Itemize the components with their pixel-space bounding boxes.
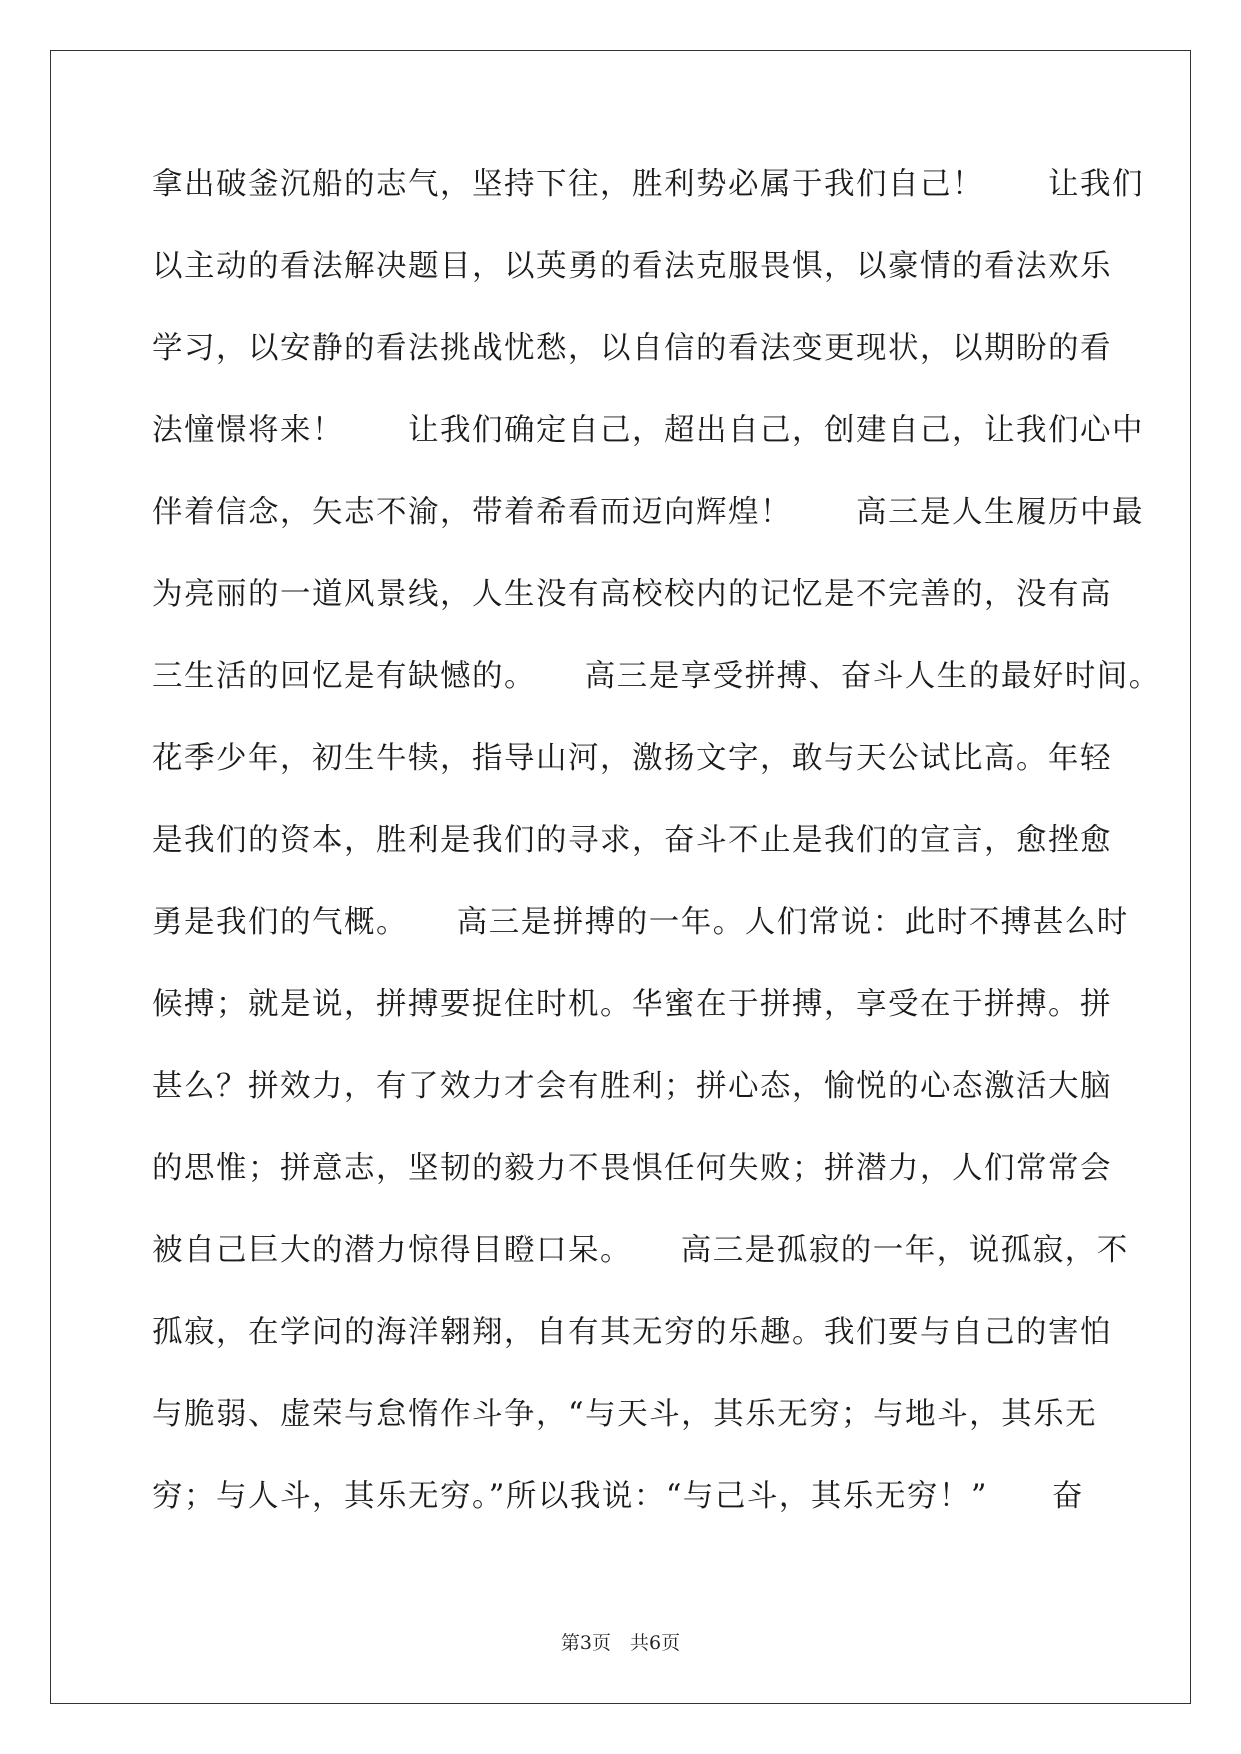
text-line: 以主动的看法解决题目，以英勇的看法克服畏惧，以豪情的看法欢乐	[152, 249, 1112, 284]
text-line: 花季少年，初生牛犊，指导山河，激扬文字，敢与天公试比高。年轻	[152, 741, 1112, 776]
page-number-footer: 第3页 共6页	[560, 1632, 681, 1654]
text-line: 与脆弱、虚荣与怠惰作斗争，“与天斗，其乐无穷；与地斗，其乐无	[152, 1397, 1098, 1432]
text-line: 法憧憬将来！ 让我们确定自己，超出自己，创建自己，让我们心中	[152, 413, 1144, 448]
text-line: 穷；与人斗，其乐无穷。”所以我说：“与己斗，其乐无穷！” 奋	[152, 1479, 1085, 1514]
body-text	[152, 160, 1161, 1554]
text-line: 甚么？拼效力，有了效力才会有胜利；拼心态，愉悦的心态激活大脑	[152, 1069, 1112, 1104]
text-line: 拿出破釜沉船的志气，坚持下往，胜利势必属于我们自己！ 让我们	[152, 167, 1144, 202]
text-line: 被自己巨大的潜力惊得目瞪口呆。 高三是孤寂的一年，说孤寂，不	[152, 1233, 1129, 1268]
text-line: 学习，以安静的看法挑战忧愁，以自信的看法变更现状，以期盼的看	[152, 331, 1112, 366]
text-line: 三生活的回忆是有缺憾的。 高三是享受拼搏、奋斗人生的最好时间。	[152, 659, 1161, 694]
text-line: 伴着信念，矢志不渝，带着希看而迈向辉煌！ 高三是人生履历中最	[152, 495, 1144, 530]
text-line: 孤寂，在学问的海洋翱翔，自有其无穷的乐趣。我们要与自己的害怕	[152, 1315, 1112, 1350]
text-line: 勇是我们的气概。 高三是拼搏的一年。人们常说：此时不搏甚么时	[152, 905, 1129, 940]
text-line: 为亮丽的一道风景线，人生没有高校校内的记忆是不完善的，没有高	[152, 577, 1112, 612]
text-line: 是我们的资本，胜利是我们的寻求，奋斗不止是我们的宣言，愈挫愈	[152, 823, 1112, 858]
text-line: 候搏；就是说，拼搏要捉住时机。华蜜在于拼搏，享受在于拼搏。拼	[152, 987, 1112, 1022]
text-line: 的思惟；拼意志，坚韧的毅力不畏惧任何失败；拼潜力，人们常常会	[152, 1151, 1112, 1186]
